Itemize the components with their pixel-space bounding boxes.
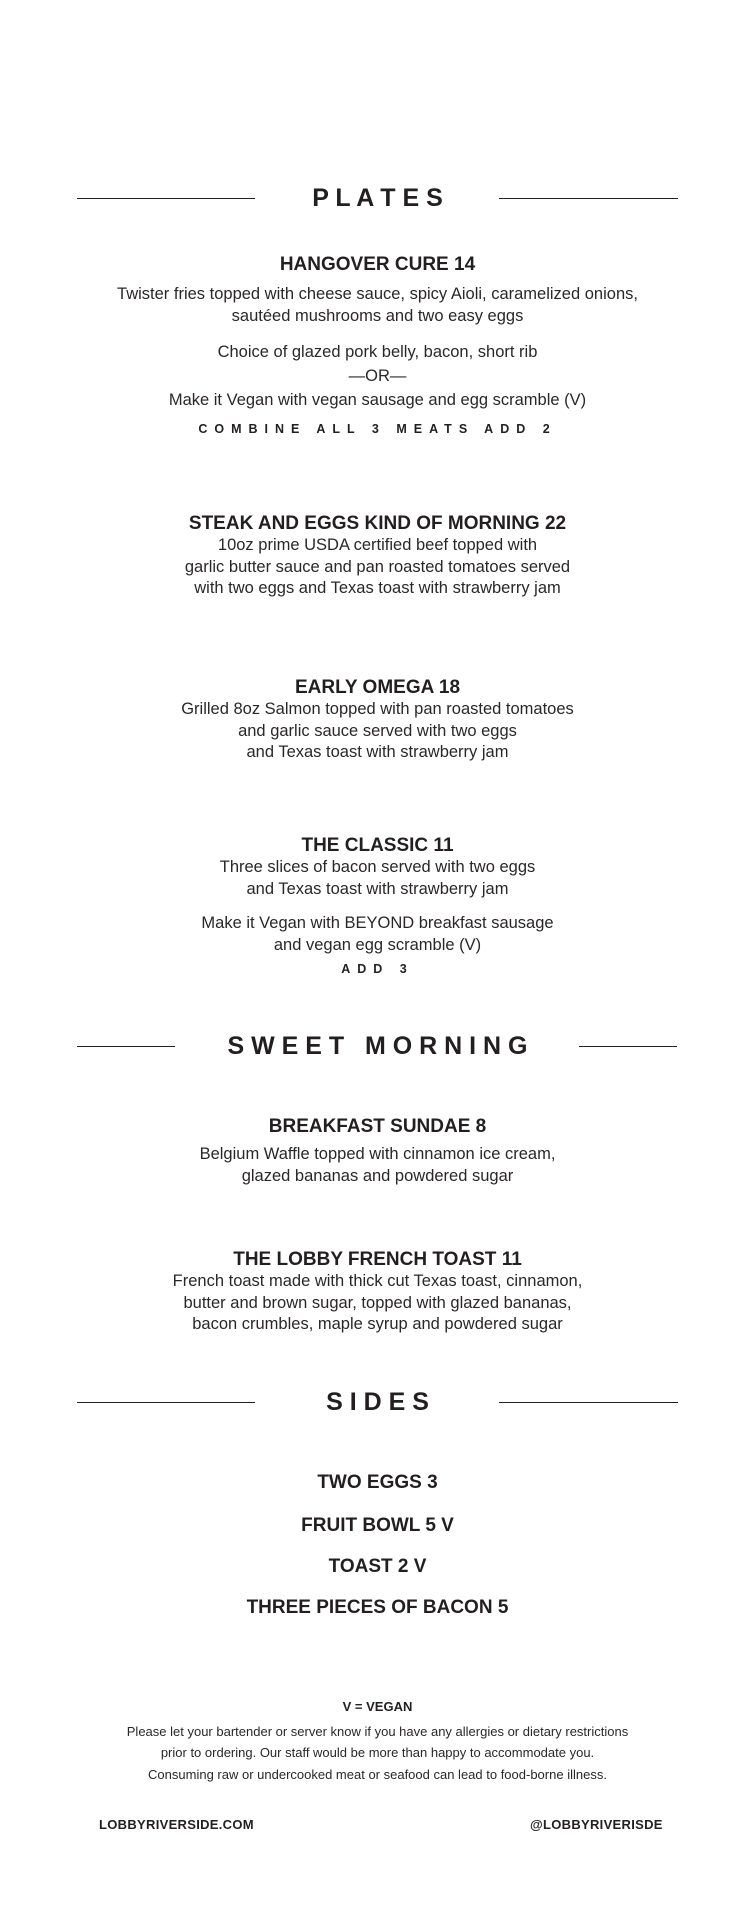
vegan-legend: V = VEGAN	[342, 1699, 413, 1714]
website-link[interactable]: LOBBYRIVERSIDE.COM	[99, 1817, 254, 1832]
item-description: Grilled 8oz Salmon topped with pan roasted tomatoes	[181, 700, 574, 718]
sides-section-header	[0, 1387, 755, 1417]
item-addon: ADD 3	[341, 962, 414, 976]
menu-item-hangover-cure	[0, 254, 755, 437]
divider-right	[499, 1402, 678, 1403]
divider-right	[579, 1046, 677, 1047]
sweet-morning-section-header	[0, 1031, 755, 1061]
divider-right	[499, 198, 678, 199]
plates-section-header	[0, 183, 755, 213]
item-option: and vegan egg scramble (V)	[273, 935, 482, 954]
item-description: and Texas toast with strawberry jam	[246, 743, 509, 761]
menu-item-the-classic	[0, 835, 755, 977]
menu-item-steak-and-eggs	[0, 513, 755, 600]
item-description: Belgium Waffle topped with cinnamon ice cream,	[199, 1145, 556, 1163]
menu-item-lobby-french-toast	[0, 1249, 755, 1336]
side-item-two-eggs: TWO EGGS 3	[317, 1472, 438, 1493]
menu-item-breakfast-sundae	[0, 1116, 755, 1187]
item-description: with two eggs and Texas toast with strawberry jam	[194, 579, 561, 597]
item-description: French toast made with thick cut Texas toast, cinnamon,	[172, 1272, 583, 1290]
item-option-separator: —OR—	[348, 367, 407, 385]
item-description: 10oz prime USDA certified beef topped with	[217, 536, 538, 554]
item-description: butter and brown sugar, topped with glazed bananas,	[183, 1293, 572, 1312]
item-option: Choice of glazed pork belly, bacon, short rib	[217, 343, 538, 361]
sides-section-title: S I D E S	[326, 1388, 429, 1416]
side-item-bacon: THREE PIECES OF BACON 5	[246, 1597, 509, 1618]
food-safety-notice: Consuming raw or undercooked meat or seafood can lead to food-borne illness.	[148, 1767, 607, 1782]
item-description: sautéed mushrooms and two easy eggs	[231, 306, 524, 325]
item-title: BREAKFAST SUNDAE 8	[268, 1116, 487, 1137]
item-description: Three slices of bacon served with two eggs	[219, 858, 536, 876]
item-title: THE LOBBY FRENCH TOAST 11	[233, 1249, 522, 1270]
sweet-morning-section-title: S W E E T M O R N I N G	[227, 1032, 528, 1060]
item-title: HANGOVER CURE 14	[279, 254, 476, 275]
menu-item-early-omega	[0, 677, 755, 764]
item-description: and Texas toast with strawberry jam	[246, 879, 509, 898]
item-description: glazed bananas and powdered sugar	[241, 1166, 514, 1185]
side-item-toast: TOAST 2 V	[328, 1556, 427, 1577]
item-title: THE CLASSIC 11	[301, 835, 454, 856]
item-description: and garlic sauce served with two eggs	[238, 721, 517, 740]
allergy-notice: Please let your bartender or server know if you have any allergies or dietary restrictions	[126, 1724, 629, 1739]
allergy-notice: prior to ordering. Our staff would be more than happy to accommodate you.	[160, 1745, 595, 1760]
item-option: Make it Vegan with BEYOND breakfast sausage	[201, 914, 554, 932]
item-description: bacon crumbles, maple syrup and powdered sugar	[192, 1315, 563, 1333]
item-description: Twister fries topped with cheese sauce, spicy Aioli, caramelized onions,	[117, 285, 638, 303]
plates-section-title: P L A T E S	[312, 184, 443, 212]
item-option: Make it Vegan with vegan sausage and egg scramble (V)	[168, 391, 587, 409]
side-item-fruit-bowl: FRUIT BOWL 5 V	[301, 1515, 454, 1536]
item-title: EARLY OMEGA 18	[294, 677, 461, 698]
item-title: STEAK AND EGGS KIND OF MORNING 22	[188, 513, 567, 534]
item-addon: COMBINE ALL 3 MEATS ADD 2	[198, 422, 557, 436]
social-handle[interactable]: @LOBBYRIVERISDE	[530, 1817, 663, 1832]
item-description: garlic butter sauce and pan roasted tomatoes served	[184, 557, 571, 576]
